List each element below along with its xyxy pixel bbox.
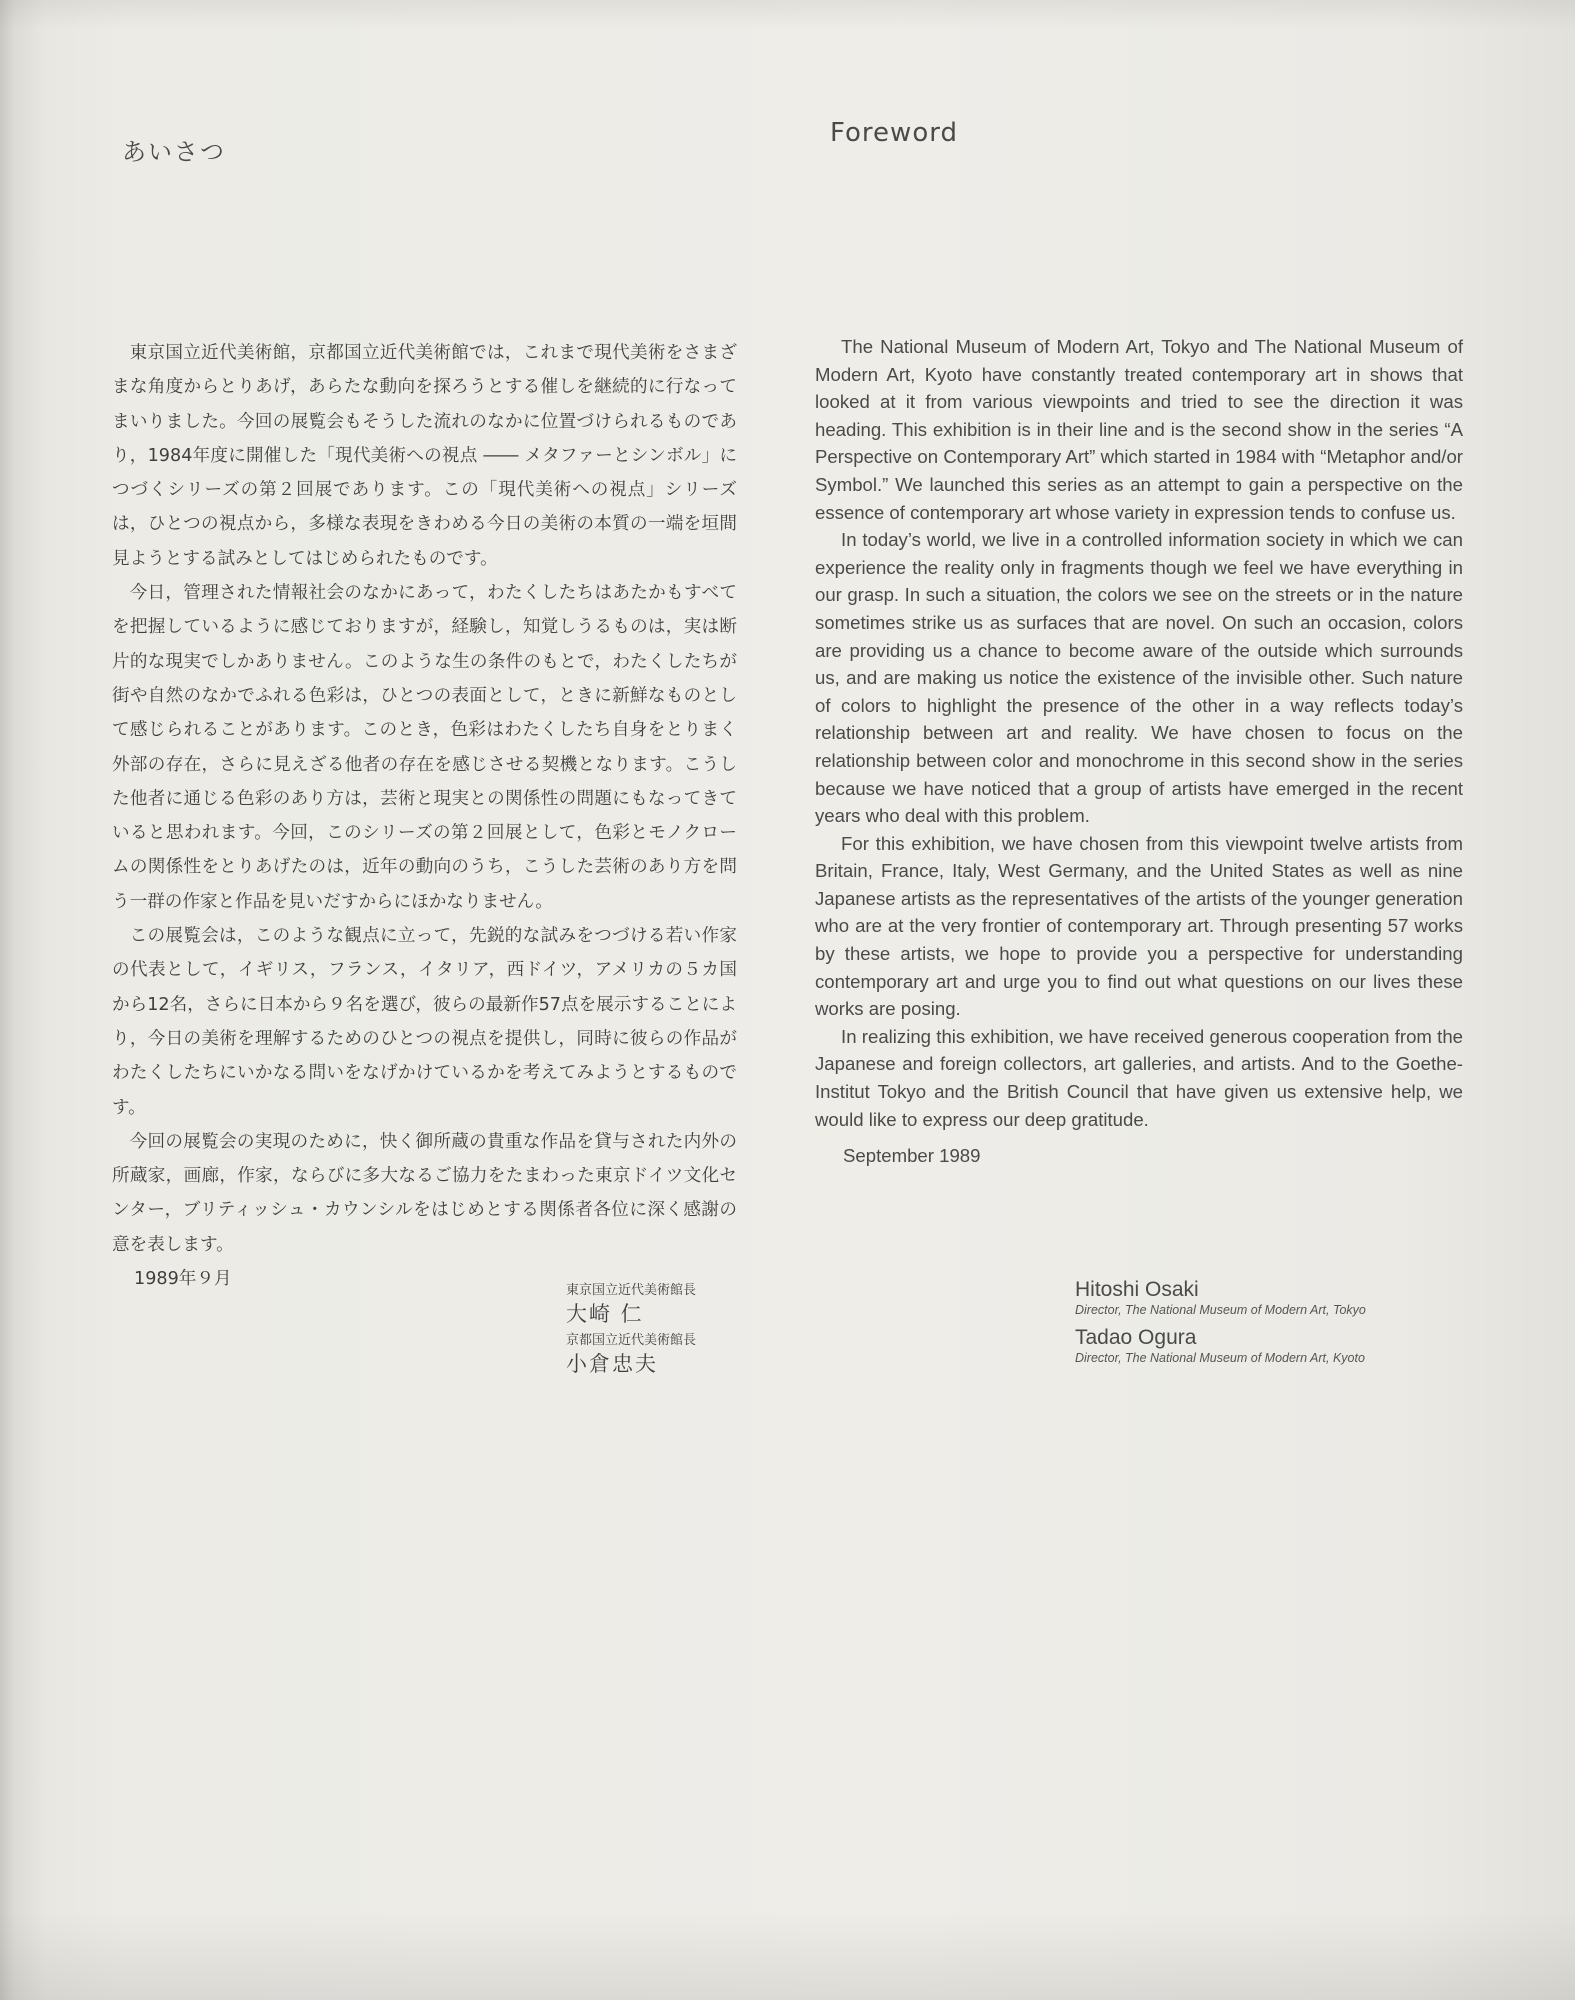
japanese-paragraph-3: この展覧会は，このような観点に立って，先鋭的な試みをつづける若い作家の代表として，イギリス，フランス，イタリア，西ドイツ，アメリカの５カ国から12名，さらに日本から９名を選び，彼らの最新作57点を展示することにより，今日の美術を理解するためのひとつの視点を提供し，同時に彼らの作品がわたくしたちにいかなる問いをなげかけているかを考えてみようとするものです。 [112,926,737,1118]
japanese-signature-title-2: 京都国立近代美術館長 [566,1333,697,1348]
japanese-column [112,336,737,1296]
english-signature-name-2: Tadao Ogura [1075,1326,1197,1349]
japanese-paragraph-4: 今回の展覧会の実現のために，快く御所蔵の貴重な作品を貸与された内外の所蔵家，画廊，作家，ならびに多大なるご協力をたまわった東京ドイツ文化センター，ブリティッシュ・カウンシルをはじめとする関係者各位に深く感謝の意を表します。 [112,1131,737,1255]
japanese-heading: あいさつ [122,138,226,166]
english-heading: Foreword [830,118,958,148]
page-bottom-shadow [0,1910,1575,2000]
english-signatures [1075,1278,1366,1374]
english-signature-title-2: Director, The National Museum of Modern Art, Kyoto [1075,1351,1365,1365]
english-paragraph-3: For this exhibition, we have chosen from this viewpoint twelve artists from Britain, France, Italy, West Germany, and the United States as well as nine Japanese artists as the representatives of the artists of the younger generation who are at the very frontier of contemporary art. Through presenting 57 works by these artists, we hope to provide you a perspective for understanding contemporary art and urge you to find out what questions on our lives these works are posing. [815,832,1463,1020]
japanese-signature-name-1: 大崎 仁 [566,1302,644,1326]
english-signature-name-1: Hitoshi Osaki [1075,1278,1199,1301]
english-date: September 1989 [843,1145,981,1167]
japanese-paragraph-2: 今日，管理された情報社会のなかにあって，わたくしたちはあたかもすべてを把握しているように感じておりますが，経験し，知覚しうるものは，実は断片的な現実でしかありません。このような生の条件のもとで，わたくしたちが街や自然のなかでふれる色彩は，ひとつの表面として，ときに新鮮なものとして感じられることがあります。このとき，色彩はわたくしたち自身をとりまく外部の存在，さらに見えざる他者の存在を感じさせる契機となります。こうした他者に通じる色彩のあり方は，芸術と現実との関係性の問題にもなってきていると思われます。今回，このシリーズの第２回展として，色彩とモノクロームの関係性をとりあげたのは，近年の動向のうち，こうした芸術のあり方を問う一群の作家と作品を見いだすからにほかなりません。 [112,583,737,912]
english-signature-title-1: Director, The National Museum of Modern Art, Tokyo [1075,1303,1366,1317]
japanese-signature-name-2: 小倉忠夫 [566,1352,658,1376]
english-paragraph-1: The National Museum of Modern Art, Tokyo and The National Museum of Modern Art, Kyoto have constantly treated contemporary art in shows that looked at it from various viewpoints and tried to see the direction it was heading. This exhibition is in their line and is the second show in the series “A Perspective on Contemporary Art” which started in 1984 with “Metaphor and/or Symbol.” We launched this series as an attempt to gain a perspective on the essence of contemporary art whose variety in expression tends to confuse us. [815,336,1463,523]
english-paragraph-4: In realizing this exhibition, we have received generous cooperation from the Japanese and foreign collectors, art galleries, and artists. And to the Goethe-Institut Tokyo and the British Council that have given us extensive help, we would like to express our deep gratitude. [815,1025,1463,1130]
japanese-signatures [566,1282,696,1382]
japanese-paragraph-1: 東京国立近代美術館，京都国立近代美術館では，これまで現代美術をさまざまな角度からとりあげ，あらたな動向を探ろうとする催しを継続的に行なってまいりました。今回の展覧会もそうした流れのなかに位置づけられるものであり，1984年度に開催した「現代美術への視点 ―― メタファーとシンボル」につづくシリーズの第２回展であります。この「現代美術への視点」シリーズは，ひとつの視点から，多様な表現をきわめる今日の美術の本質の一端を垣間見ようとする試みとしてはじめられたものです。 [112,343,737,569]
english-column [815,333,1463,1170]
english-paragraph-2: In today’s world, we live in a controlled information society in which we can experience the reality only in fragments though we feel we have everything in our grasp. In such a situation, the colors we see on the streets or in the nature sometimes strike us as surfaces that are novel. On such an occasion, colors are providing us a chance to become aware of the outside which surrounds us, and are making us notice the existence of the invisible other. Such nature of colors to highlight the presence of the other in a way reflects today’s relationship between art and reality. We have chosen to focus on the relationship between color and monochrome in this second show in the series because we have noticed that a group of artists have emerged in the recent years who deal with this problem. [815,529,1463,827]
page-top-shadow [0,0,1575,30]
japanese-signature-title-1: 東京国立近代美術館長 [566,1283,697,1298]
japanese-date: 1989年９月 [134,1269,232,1290]
